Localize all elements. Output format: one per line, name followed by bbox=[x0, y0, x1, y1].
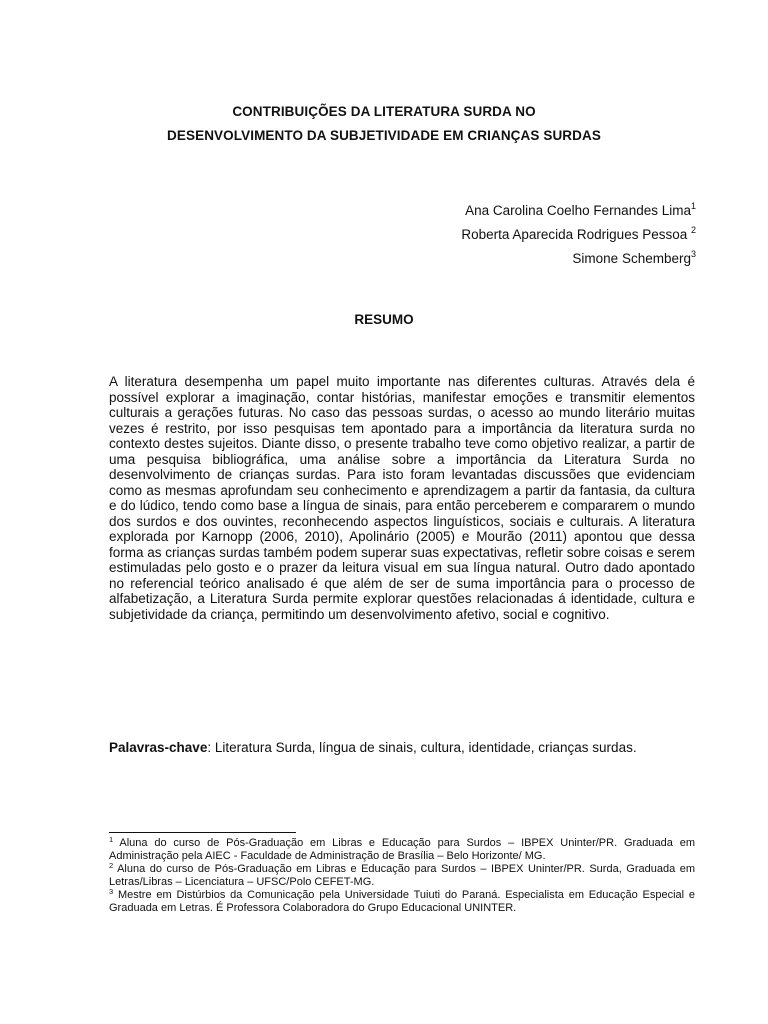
abstract-heading: RESUMO bbox=[354, 312, 414, 327]
keywords-label: Palavras-chave bbox=[109, 740, 208, 755]
footnote-text: Aluna do curso de Pós-Graduação em Libras e Educação para Surdos – IBPEX Uninter/PR. Graduada em Administração pela AIEC - Faculdade de Administração de Brasília – Belo Horizonte/ MG. bbox=[109, 837, 695, 862]
author-2 bbox=[461, 226, 696, 250]
paper-title-line-1: CONTRIBUIÇÕES DA LITERATURA SURDA NO bbox=[232, 104, 536, 119]
keywords-text: : Literatura Surda, língua de sinais, cultura, identidade, crianças surdas. bbox=[207, 740, 637, 755]
paper-title-line-2: DESENVOLVIMENTO DA SUBJETIVIDADE EM CRIANÇAS SURDAS bbox=[167, 128, 601, 143]
author-name: Ana Carolina Coelho Fernandes Lima bbox=[465, 203, 691, 218]
footnote-ref: 2 bbox=[690, 225, 696, 235]
footnote-3 bbox=[109, 889, 695, 915]
footnote-mark: 3 bbox=[109, 887, 114, 896]
footnote-separator bbox=[109, 832, 296, 833]
footnote-text: Aluna do curso de Pós-Graduação em Libras e Educação para Surdos – IBPEX Uninter/PR. Surda, Graduada em Letras/Libras – Licenciatura – UFSC/Polo CEFET-MG. bbox=[109, 863, 695, 888]
author-3 bbox=[461, 250, 696, 274]
author-list bbox=[461, 202, 696, 274]
footnotes bbox=[109, 837, 695, 915]
author-1 bbox=[461, 202, 696, 226]
footnote-ref: 1 bbox=[690, 201, 696, 211]
footnote-2 bbox=[109, 863, 695, 889]
author-name: Roberta Aparecida Rodrigues Pessoa bbox=[461, 227, 691, 242]
abstract-body: A literatura desempenha um papel muito importante nas diferentes culturas. Através dela é possível explorar a imaginação, contar histórias, manifestar emoções e transmitir elementos culturais a gerações futuras. No caso das pessoas surdas, o acesso ao mundo literário muitas vezes é restrito, por isso pesquisas tem apontado para a importância da literatura surda no contexto destes sujeitos. Diante disso, o presente trabalho teve como objetivo realizar, a partir de uma pesquisa bibliográfica, uma análise sobre a importância da Literatura Surda no desenvolvimento de crianças surdas. Para isto foram levantadas discussões que evidenciam como as mesmas aprofundam seu conhecimento e aprendizagem a partir da fantasia, da cultura e do lúdico, tendo como base a língua de sinais, para então perceberem e compararem o mundo dos surdos e dos ouvintes, reconhecendo aspectos linguísticos, sociais e culturais. A literatura explorada por Karnopp (2006, 2010), Apolinário (2005) e Mourão (2011) apontou que dessa forma as crianças surdas também podem superar suas expectativas, refletir sobre coisas e serem estimuladas pelo gosto e o prazer da leitura visual em sua língua natural. Outro dado apontado no referencial teórico analisado é que além de ser de suma importância para o processo de alfabetização, a Literatura Surda permite explorar questões relacionadas á identidade, cultura e subjetividade da criança, permitindo um desenvolvimento afetivo, social e cognitivo. bbox=[109, 374, 695, 622]
footnote-ref: 3 bbox=[690, 249, 696, 259]
footnote-1 bbox=[109, 837, 695, 863]
author-name: Simone Schemberg bbox=[572, 251, 691, 266]
footnote-mark: 1 bbox=[109, 835, 114, 844]
keywords bbox=[109, 738, 695, 758]
footnote-text: Mestre em Distúrbios da Comunicação pela Universidade Tuiuti do Paraná. Especialista em Educação Especial e Graduada em Letras. É Professora Colaboradora do Grupo Educacional UNINTER. bbox=[109, 889, 695, 914]
footnote-mark: 2 bbox=[109, 861, 114, 870]
